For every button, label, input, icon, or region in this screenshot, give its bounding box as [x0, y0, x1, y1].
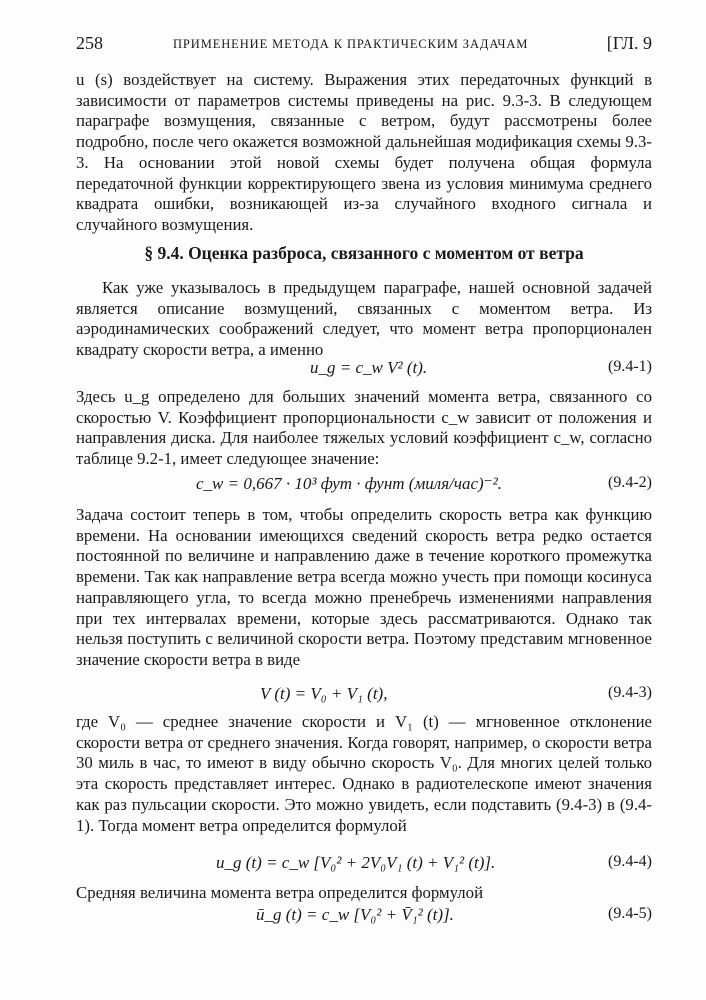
page-number: 258 [76, 33, 103, 53]
equation-formula: u_g (t) = c_w [V₀² + 2V₀V₁ (t) + V₁² (t)]. [216, 853, 496, 872]
equation-formula: c_w = 0,667 · 10³ фут · фунт (миля/час)⁻². [196, 474, 502, 493]
equation-formula: ū_g (t) = c_w [V₀² + V̄₁² (t)]. [256, 905, 454, 924]
paragraph-wind-speed [76, 505, 652, 671]
equation-number: (9.4-1) [608, 358, 652, 375]
paragraph-text: Средняя величина момента ветра определится формулой [76, 883, 484, 902]
chapter-label: [ГЛ. 9 [606, 33, 652, 53]
equation-9-4-5 [76, 905, 652, 929]
equation-number: (9.4-4) [608, 853, 652, 870]
paragraph-mean-moment [76, 883, 652, 904]
equation-9-4-4 [76, 853, 652, 877]
paragraph-text: Как уже указывалось в предыдущем параграфе, нашей основной задачей является описание возмущений, связанных с моментом ветра. Из аэродинамических соображений следует, что момент ветра пропорционален квадрату скорости ветра, а именно [76, 278, 652, 360]
equation-9-4-3 [76, 684, 652, 708]
paragraph-mean-speed [76, 712, 652, 836]
paragraph-text: где V₀ — среднее значение скорости и V₁ (t) — мгновенное отклонение скорости ветра от среднего значения. Когда говорят, например, о скорости ветра 30 миль в час, то имеют в виду обычно скорость V₀. Для многих целей только эта скорость представляет интерес. Однако в радиотелескопе имеют значения как раз пульсации скорости. Это можно увидеть, если подставить (9.4-3) в (9.4-1). Тогда момент ветра определится формулой [76, 712, 652, 835]
paragraph-intro [76, 70, 652, 236]
equation-number: (9.4-3) [608, 684, 652, 701]
equation-9-4-2 [76, 474, 652, 498]
paragraph-coefficient [76, 387, 652, 470]
page-header [76, 33, 652, 61]
section-heading: § 9.4. Оценка разброса, связанного с моментом от ветра [144, 243, 584, 263]
running-title: ПРИМЕНЕНИЕ МЕТОДА К ПРАКТИЧЕСКИМ ЗАДАЧАМ [173, 37, 529, 51]
equation-number: (9.4-5) [608, 905, 652, 922]
paragraph-text: u (s) воздействует на систему. Выражения этих передаточных функций в зависимости от параметров системы приведены на рис. 9.3-3. В следующем параграфе возмущения, связанные с ветром, будут рассмотрены более подробно, после чего окажется возможной дальнейшая модификация схемы 9.3-3. На основании этой новой схемы будет получена общая формула передаточной функции корректирующего звена из условия минимума среднего квадрата ошибки, возникающей из-за случайного входного сигнала и случайного возмущения. [76, 70, 652, 234]
paragraph-text: Здесь u_g определено для больших значений момента ветра, связанного со скоростью V. Коэффициент пропорциональности c_w зависит от положения и направления диска. Для наиболее тяжелых условий коэффициент c_w, согласно таблице 9.2-1, имеет следующее значение: [76, 387, 652, 469]
equation-formula: u_g = c_w V² (t). [310, 358, 428, 377]
paragraph-problem [76, 278, 652, 361]
equation-number: (9.4-2) [608, 474, 652, 491]
paragraph-text: Задача состоит теперь в том, чтобы определить скорость ветра как функцию времени. На основании имеющихся сведений скорость ветра редко остается постоянной по величине и направлению даже в течение короткого промежутка времени. Так как направление ветра всегда можно учесть при помощи косинуса направляющего угла, то всегда можно пренебречь изменениями направления при тех интервалах времени, которые здесь рассматриваются. Однако так нельзя поступить с величиной скорости ветра. Поэтому представим мгновенное значение скорости ветра в виде [76, 505, 652, 669]
equation-9-4-1 [76, 358, 652, 382]
equation-formula: V (t) = V₀ + V₁ (t), [260, 684, 388, 703]
